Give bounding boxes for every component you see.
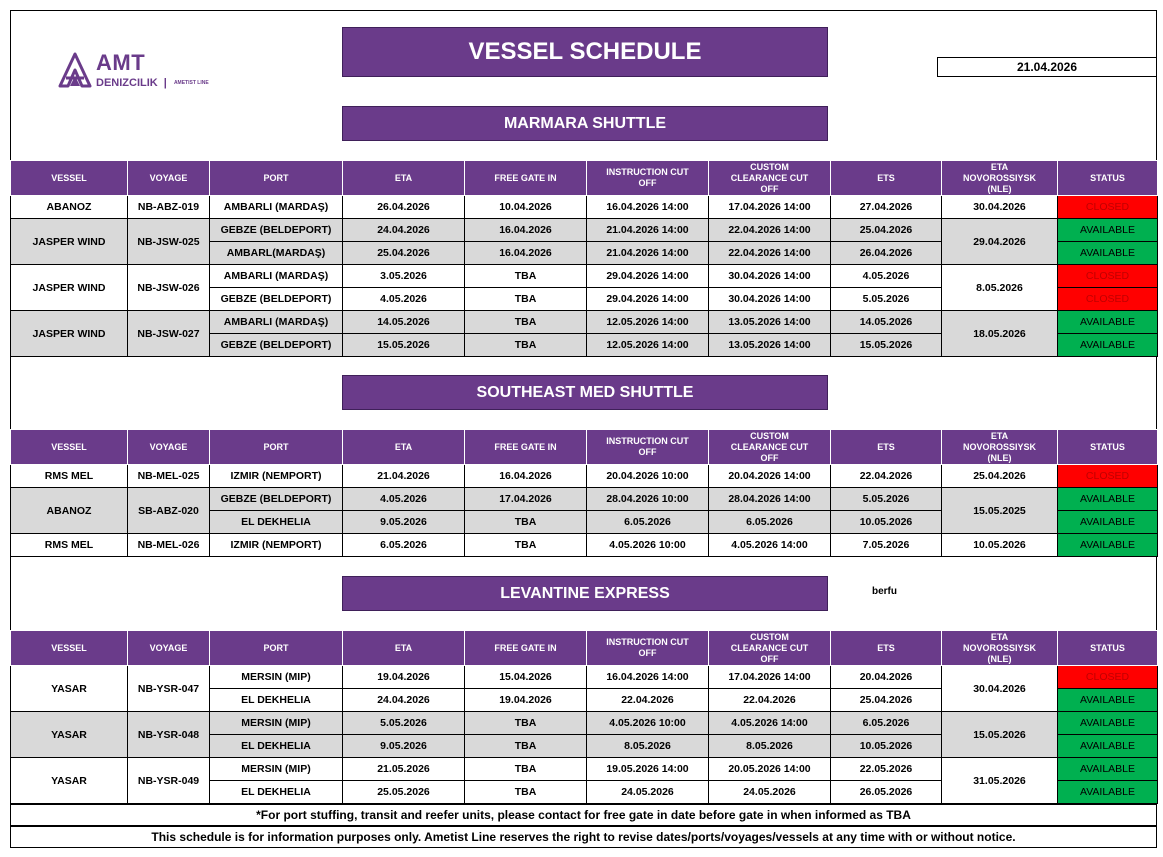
section-title-marmara: MARMARA SHUTTLE (342, 106, 828, 141)
instruction-cutoff-cell: 22.04.2026 (587, 689, 709, 712)
port-cell: AMBARL(MARDAŞ) (210, 242, 343, 265)
section-title-southeast-med: SOUTHEAST MED SHUTTLE (342, 375, 828, 410)
column-header-eta: ETA (343, 430, 465, 465)
footer-note-disclaimer: This schedule is for information purposes only. Ametist Line reserves the right to revise dates/ports/voyages/vessels at any time with or without notice. (10, 826, 1157, 848)
instruction-cutoff-cell: 21.04.2026 14:00 (587, 219, 709, 242)
status-badge: AVAILABLE (1058, 781, 1158, 804)
table-row (11, 196, 1158, 219)
eta-nle-cell: 8.05.2026 (942, 265, 1058, 311)
status-badge: CLOSED (1058, 196, 1158, 219)
port-cell: GEBZE (BELDEPORT) (210, 488, 343, 511)
port-cell: AMBARLI (MARDAŞ) (210, 196, 343, 219)
vessel-cell: YASAR (11, 666, 128, 712)
column-header-voyage: VOYAGE (128, 631, 210, 666)
schedule-table-marmara (10, 160, 1158, 357)
eta-nle-cell: 18.05.2026 (942, 311, 1058, 357)
custom-cutoff-cell: 22.04.2026 (709, 689, 831, 712)
column-header-custom-cutoff: CUSTOM CLEARANCE CUT OFF (709, 631, 831, 666)
instruction-cutoff-cell: 12.05.2026 14:00 (587, 311, 709, 334)
eta-cell: 15.05.2026 (343, 334, 465, 357)
table-header-row (11, 161, 1158, 196)
instruction-cutoff-cell: 4.05.2026 10:00 (587, 534, 709, 557)
instruction-cutoff-cell: 6.05.2026 (587, 511, 709, 534)
instruction-cutoff-cell: 19.05.2026 14:00 (587, 758, 709, 781)
status-badge: AVAILABLE (1058, 758, 1158, 781)
voyage-cell: NB-JSW-025 (128, 219, 210, 265)
instruction-cutoff-cell: 16.04.2026 14:00 (587, 666, 709, 689)
column-header-vessel: VESSEL (11, 430, 128, 465)
status-badge: AVAILABLE (1058, 712, 1158, 735)
custom-cutoff-cell: 20.04.2026 14:00 (709, 465, 831, 488)
column-header-eta: ETA (343, 161, 465, 196)
vessel-cell: JASPER WIND (11, 265, 128, 311)
custom-cutoff-cell: 13.05.2026 14:00 (709, 334, 831, 357)
table-row (11, 265, 1158, 288)
column-header-instruction-cutoff: INSTRUCTION CUT OFF (587, 631, 709, 666)
table-row (11, 219, 1158, 242)
column-header-eta-nle: ETA NOVOROSSIYSK (NLE) (942, 631, 1058, 666)
column-header-status: STATUS (1058, 430, 1158, 465)
custom-cutoff-cell: 4.05.2026 14:00 (709, 712, 831, 735)
ets-cell: 20.04.2026 (831, 666, 942, 689)
column-header-eta-nle: ETA NOVOROSSIYSK (NLE) (942, 161, 1058, 196)
custom-cutoff-cell: 30.04.2026 14:00 (709, 265, 831, 288)
instruction-cutoff-cell: 8.05.2026 (587, 735, 709, 758)
ets-cell: 22.05.2026 (831, 758, 942, 781)
free-gate-in-cell: 16.04.2026 (465, 219, 587, 242)
column-header-port: PORT (210, 631, 343, 666)
ets-cell: 26.05.2026 (831, 781, 942, 804)
free-gate-in-cell: TBA (465, 511, 587, 534)
vessel-cell: ABANOZ (11, 196, 128, 219)
voyage-cell: SB-ABZ-020 (128, 488, 210, 534)
free-gate-in-cell: 16.04.2026 (465, 242, 587, 265)
custom-cutoff-cell: 24.05.2026 (709, 781, 831, 804)
section-title-levantine: LEVANTINE EXPRESS (342, 576, 828, 611)
custom-cutoff-cell: 30.04.2026 14:00 (709, 288, 831, 311)
custom-cutoff-cell: 22.04.2026 14:00 (709, 242, 831, 265)
status-badge: CLOSED (1058, 288, 1158, 311)
eta-cell: 5.05.2026 (343, 712, 465, 735)
voyage-cell: NB-MEL-026 (128, 534, 210, 557)
logo-line-text: AMETIST LINE (173, 79, 209, 86)
schedule-table-southeast-med (10, 429, 1158, 557)
status-badge: CLOSED (1058, 666, 1158, 689)
status-badge: AVAILABLE (1058, 334, 1158, 357)
status-badge: CLOSED (1058, 265, 1158, 288)
free-gate-in-cell: 16.04.2026 (465, 465, 587, 488)
ets-cell: 15.05.2026 (831, 334, 942, 357)
status-badge: AVAILABLE (1058, 242, 1158, 265)
status-badge: AVAILABLE (1058, 534, 1158, 557)
status-badge: CLOSED (1058, 465, 1158, 488)
voyage-cell: NB-YSR-048 (128, 712, 210, 758)
instruction-cutoff-cell: 28.04.2026 10:00 (587, 488, 709, 511)
free-gate-in-cell: 19.04.2026 (465, 689, 587, 712)
instruction-cutoff-cell: 4.05.2026 10:00 (587, 712, 709, 735)
table-row (11, 534, 1158, 557)
column-header-voyage: VOYAGE (128, 430, 210, 465)
voyage-cell: NB-MEL-025 (128, 465, 210, 488)
vessel-cell: YASAR (11, 758, 128, 804)
custom-cutoff-cell: 28.04.2026 14:00 (709, 488, 831, 511)
eta-cell: 9.05.2026 (343, 735, 465, 758)
table-header-row (11, 631, 1158, 666)
page-title: VESSEL SCHEDULE (342, 27, 828, 77)
ets-cell: 5.05.2026 (831, 488, 942, 511)
column-header-custom-cutoff: CUSTOM CLEARANCE CUT OFF (709, 430, 831, 465)
column-header-status: STATUS (1058, 631, 1158, 666)
free-gate-in-cell: TBA (465, 311, 587, 334)
table-header-row (11, 430, 1158, 465)
eta-cell: 21.04.2026 (343, 465, 465, 488)
eta-cell: 25.04.2026 (343, 242, 465, 265)
custom-cutoff-cell: 20.05.2026 14:00 (709, 758, 831, 781)
free-gate-in-cell: 15.04.2026 (465, 666, 587, 689)
side-note: berfu (872, 586, 897, 597)
eta-cell: 19.04.2026 (343, 666, 465, 689)
ets-cell: 7.05.2026 (831, 534, 942, 557)
column-header-free-gate-in: FREE GATE IN (465, 161, 587, 196)
status-badge: AVAILABLE (1058, 488, 1158, 511)
table-row (11, 311, 1158, 334)
free-gate-in-cell: TBA (465, 534, 587, 557)
table-row (11, 465, 1158, 488)
custom-cutoff-cell: 17.04.2026 14:00 (709, 196, 831, 219)
port-cell: AMBARLI (MARDAŞ) (210, 311, 343, 334)
ets-cell: 10.05.2026 (831, 511, 942, 534)
free-gate-in-cell: TBA (465, 265, 587, 288)
eta-cell: 4.05.2026 (343, 288, 465, 311)
column-header-voyage: VOYAGE (128, 161, 210, 196)
logo-subtitle: DENIZCILIK | AMETIST LINE (96, 77, 209, 89)
port-cell: GEBZE (BELDEPORT) (210, 288, 343, 311)
port-cell: IZMIR (NEMPORT) (210, 465, 343, 488)
eta-cell: 24.04.2026 (343, 219, 465, 242)
vessel-cell: RMS MEL (11, 465, 128, 488)
ets-cell: 10.05.2026 (831, 735, 942, 758)
column-header-vessel: VESSEL (11, 161, 128, 196)
port-cell: MERSIN (MIP) (210, 712, 343, 735)
eta-cell: 4.05.2026 (343, 488, 465, 511)
vessel-cell: YASAR (11, 712, 128, 758)
vessel-cell: JASPER WIND (11, 311, 128, 357)
instruction-cutoff-cell: 12.05.2026 14:00 (587, 334, 709, 357)
column-header-vessel: VESSEL (11, 631, 128, 666)
column-header-eta-nle: ETA NOVOROSSIYSK (NLE) (942, 430, 1058, 465)
status-badge: AVAILABLE (1058, 219, 1158, 242)
free-gate-in-cell: TBA (465, 712, 587, 735)
column-header-eta: ETA (343, 631, 465, 666)
table-row (11, 712, 1158, 735)
column-header-port: PORT (210, 430, 343, 465)
custom-cutoff-cell: 22.04.2026 14:00 (709, 219, 831, 242)
port-cell: EL DEKHELIA (210, 511, 343, 534)
ametist-logo-icon (58, 52, 92, 92)
voyage-cell: NB-YSR-049 (128, 758, 210, 804)
column-header-status: STATUS (1058, 161, 1158, 196)
status-badge: AVAILABLE (1058, 735, 1158, 758)
port-cell: GEBZE (BELDEPORT) (210, 334, 343, 357)
column-header-port: PORT (210, 161, 343, 196)
column-header-ets: ETS (831, 631, 942, 666)
column-header-instruction-cutoff: INSTRUCTION CUT OFF (587, 430, 709, 465)
column-header-free-gate-in: FREE GATE IN (465, 430, 587, 465)
status-badge: AVAILABLE (1058, 311, 1158, 334)
ets-cell: 26.04.2026 (831, 242, 942, 265)
instruction-cutoff-cell: 29.04.2026 14:00 (587, 288, 709, 311)
voyage-cell: NB-JSW-026 (128, 265, 210, 311)
ets-cell: 25.04.2026 (831, 219, 942, 242)
table-row (11, 758, 1158, 781)
custom-cutoff-cell: 6.05.2026 (709, 511, 831, 534)
instruction-cutoff-cell: 29.04.2026 14:00 (587, 265, 709, 288)
footer-note-tba: *For port stuffing, transit and reefer units, please contact for free gate in date before gate in when informed as TBA (10, 804, 1157, 826)
status-badge: AVAILABLE (1058, 511, 1158, 534)
ets-cell: 25.04.2026 (831, 689, 942, 712)
free-gate-in-cell: 17.04.2026 (465, 488, 587, 511)
ets-cell: 6.05.2026 (831, 712, 942, 735)
voyage-cell: NB-ABZ-019 (128, 196, 210, 219)
logo-title: AMT (96, 50, 146, 75)
custom-cutoff-cell: 4.05.2026 14:00 (709, 534, 831, 557)
port-cell: EL DEKHELIA (210, 689, 343, 712)
eta-cell: 9.05.2026 (343, 511, 465, 534)
ets-cell: 27.04.2026 (831, 196, 942, 219)
eta-nle-cell: 30.04.2026 (942, 666, 1058, 712)
schedule-table-levantine (10, 630, 1158, 804)
instruction-cutoff-cell: 21.04.2026 14:00 (587, 242, 709, 265)
eta-nle-cell: 15.05.2026 (942, 712, 1058, 758)
status-badge: AVAILABLE (1058, 689, 1158, 712)
eta-cell: 14.05.2026 (343, 311, 465, 334)
free-gate-in-cell: 10.04.2026 (465, 196, 587, 219)
logo-sub-text: DENIZCILIK (96, 77, 158, 89)
table-row (11, 488, 1158, 511)
vessel-cell: RMS MEL (11, 534, 128, 557)
free-gate-in-cell: TBA (465, 781, 587, 804)
eta-nle-cell: 10.05.2026 (942, 534, 1058, 557)
voyage-cell: NB-JSW-027 (128, 311, 210, 357)
ets-cell: 22.04.2026 (831, 465, 942, 488)
ets-cell: 14.05.2026 (831, 311, 942, 334)
port-cell: MERSIN (MIP) (210, 758, 343, 781)
ets-cell: 4.05.2026 (831, 265, 942, 288)
instruction-cutoff-cell: 16.04.2026 14:00 (587, 196, 709, 219)
eta-cell: 25.05.2026 (343, 781, 465, 804)
custom-cutoff-cell: 13.05.2026 14:00 (709, 311, 831, 334)
port-cell: EL DEKHELIA (210, 735, 343, 758)
port-cell: EL DEKHELIA (210, 781, 343, 804)
eta-nle-cell: 25.04.2026 (942, 465, 1058, 488)
free-gate-in-cell: TBA (465, 735, 587, 758)
column-header-instruction-cutoff: INSTRUCTION CUT OFF (587, 161, 709, 196)
eta-cell: 24.04.2026 (343, 689, 465, 712)
port-cell: AMBARLI (MARDAŞ) (210, 265, 343, 288)
eta-cell: 21.05.2026 (343, 758, 465, 781)
vessel-cell: JASPER WIND (11, 219, 128, 265)
free-gate-in-cell: TBA (465, 758, 587, 781)
column-header-ets: ETS (831, 430, 942, 465)
ets-cell: 5.05.2026 (831, 288, 942, 311)
custom-cutoff-cell: 8.05.2026 (709, 735, 831, 758)
table-row (11, 666, 1158, 689)
eta-nle-cell: 15.05.2025 (942, 488, 1058, 534)
column-header-custom-cutoff: CUSTOM CLEARANCE CUT OFF (709, 161, 831, 196)
port-cell: GEBZE (BELDEPORT) (210, 219, 343, 242)
eta-cell: 26.04.2026 (343, 196, 465, 219)
column-header-free-gate-in: FREE GATE IN (465, 631, 587, 666)
instruction-cutoff-cell: 24.05.2026 (587, 781, 709, 804)
custom-cutoff-cell: 17.04.2026 14:00 (709, 666, 831, 689)
port-cell: MERSIN (MIP) (210, 666, 343, 689)
free-gate-in-cell: TBA (465, 288, 587, 311)
column-header-ets: ETS (831, 161, 942, 196)
vessel-cell: ABANOZ (11, 488, 128, 534)
eta-cell: 3.05.2026 (343, 265, 465, 288)
port-cell: IZMIR (NEMPORT) (210, 534, 343, 557)
eta-nle-cell: 31.05.2026 (942, 758, 1058, 804)
free-gate-in-cell: TBA (465, 334, 587, 357)
company-logo (58, 50, 228, 96)
schedule-date: 21.04.2026 (937, 57, 1157, 77)
eta-cell: 6.05.2026 (343, 534, 465, 557)
instruction-cutoff-cell: 20.04.2026 10:00 (587, 465, 709, 488)
voyage-cell: NB-YSR-047 (128, 666, 210, 712)
eta-nle-cell: 30.04.2026 (942, 196, 1058, 219)
eta-nle-cell: 29.04.2026 (942, 219, 1058, 265)
